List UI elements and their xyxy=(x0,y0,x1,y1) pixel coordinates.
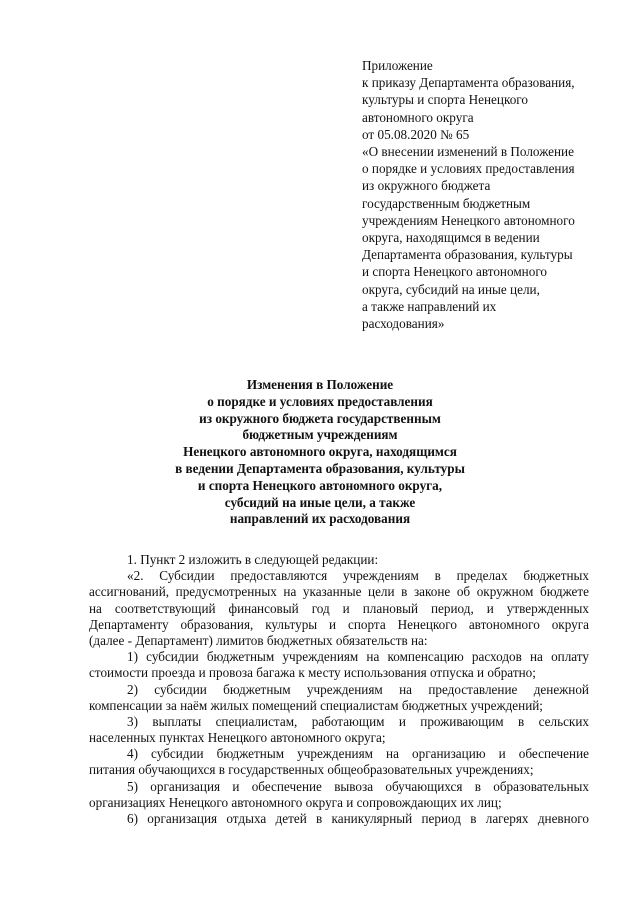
appendix-line: «О внесении изменений в Положение xyxy=(362,144,574,160)
title-line: из окружного бюджета государственным xyxy=(199,410,441,426)
title-line: бюджетным учреждениям xyxy=(242,427,398,443)
appendix-line: округа, находящимся в ведении xyxy=(362,230,540,246)
appendix-line: округа, субсидий на иные цели, xyxy=(362,281,540,297)
appendix-block xyxy=(362,57,622,332)
body-line: 2) субсидии бюджетным учреждениям на предоставление денежной xyxy=(127,681,589,697)
body-line: 5) организация и обеспечение вывоза обучающихся в образовательных xyxy=(127,778,589,794)
body-line: питания обучающихся в государственных общеобразовательных учреждениях; xyxy=(89,762,534,778)
appendix-line: расходования» xyxy=(362,316,445,332)
body-line: на соответствующий финансовый год и плановый период, и утвержденных xyxy=(89,600,589,616)
body-line: 3) выплаты специалистам, работающим и проживающим в сельских xyxy=(127,713,589,729)
appendix-line: Департамента образования, культуры xyxy=(362,247,573,263)
appendix-line: а также направлений их xyxy=(362,298,497,314)
appendix-line: о порядке и условиях предоставления xyxy=(362,161,575,177)
body-line: компенсации за наём жилых помещений специалистам бюджетных учреждений; xyxy=(89,697,543,713)
body-line: населенных пунктах Ненецкого автономного округа; xyxy=(89,730,386,746)
body-line: 1. Пункт 2 изложить в следующей редакции: xyxy=(127,552,379,567)
document-title xyxy=(90,377,550,528)
title-line: и спорта Ненецкого автономного округа, xyxy=(197,477,443,493)
body-line: организациях Ненецкого автономного округа и сопровождающих их лиц; xyxy=(89,794,502,810)
title-line: Изменения в Положение xyxy=(246,377,394,392)
title-line: о порядке и условиях предоставления xyxy=(207,393,433,409)
title-line: направлений их расходования xyxy=(229,511,411,527)
body-line: 4) субсидии бюджетным учреждениям на организацию и обеспечение xyxy=(127,746,589,762)
appendix-line: культуры и спорта Ненецкого xyxy=(362,92,528,108)
body-line: стоимости проезда и провоза багажа к месту использования отпуска и обратно; xyxy=(89,665,536,681)
appendix-line: Приложение xyxy=(362,58,433,73)
appendix-line: из окружного бюджета xyxy=(362,178,491,194)
title-line: Ненецкого автономного округа, находящимся xyxy=(183,444,457,460)
appendix-line: к приказу Департамента образования, xyxy=(362,75,575,91)
body-line: ассигнований, предусмотренных на указанные цели в законе об окружном бюджете xyxy=(89,584,589,600)
body-line: «2. Субсидии предоставляются учреждениям в пределах бюджетных xyxy=(127,568,589,584)
appendix-line: от 05.08.2020 № 65 xyxy=(362,126,470,142)
appendix-line: автономного округа xyxy=(362,109,474,125)
appendix-line: учреждениям Ненецкого автономного xyxy=(362,212,575,228)
document-body xyxy=(89,552,589,827)
body-line: (далее - Департамент) лимитов бюджетных обязательств на: xyxy=(89,632,428,648)
title-line: субсидий на иные цели, а также xyxy=(224,494,416,510)
title-line: в ведении Департамента образования, культуры xyxy=(175,460,465,476)
body-line: 6) организация отдыха детей в каникулярный период в лагерях дневного xyxy=(127,811,589,826)
appendix-line: и спорта Ненецкого автономного xyxy=(362,264,548,280)
appendix-line: государственным бюджетным xyxy=(362,195,531,211)
body-line: 1) субсидии бюджетным учреждениям на компенсацию расходов на оплату xyxy=(127,649,589,665)
body-line: Департаменту образования, культуры и спорта Ненецкого автономного округа xyxy=(89,616,589,632)
